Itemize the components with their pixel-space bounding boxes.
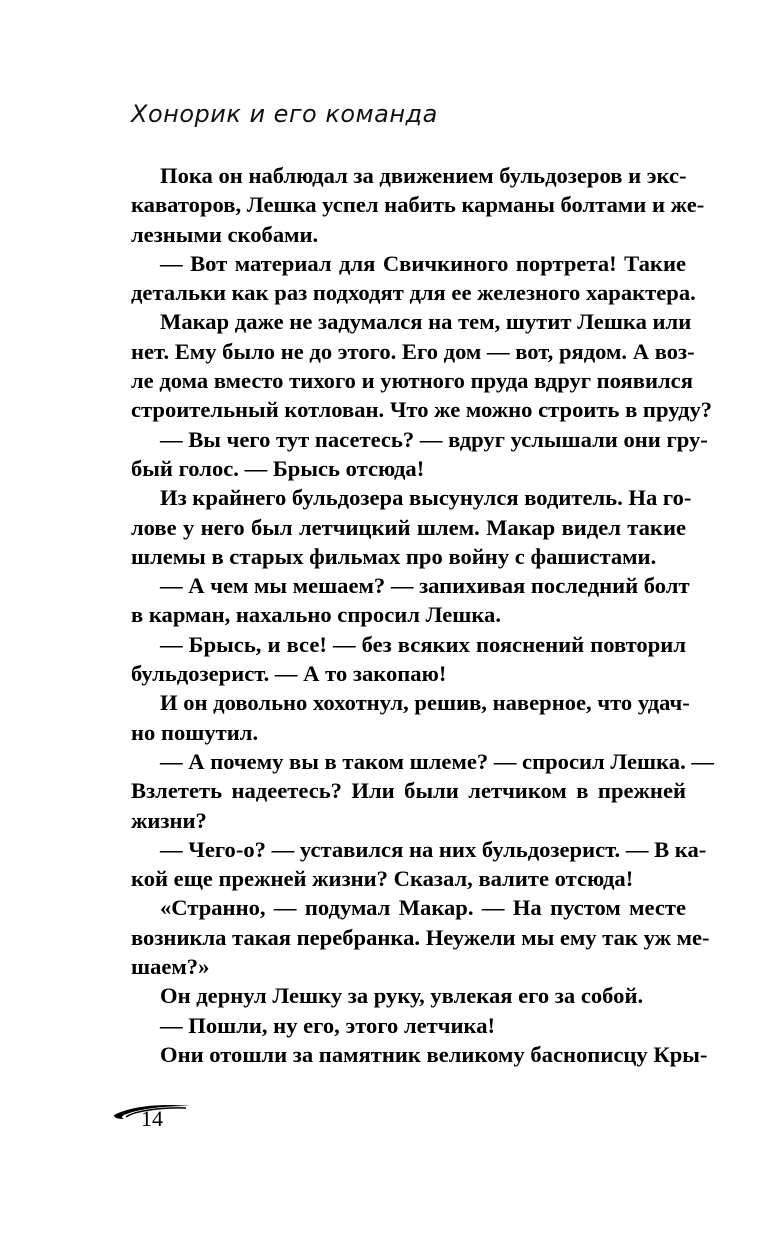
text-line: — Вы чего тут пасетесь? — вдруг услышали они гру-: [160, 426, 708, 452]
text-line: — А почему вы в таком шлеме? — спросил Лешка. —: [160, 748, 714, 774]
text-line: бульдозерист. — А то закопаю!: [131, 661, 447, 687]
text-line: И он довольно хохотнул, решив, наверное, что удач-: [160, 690, 690, 716]
body-text: [131, 161, 714, 1069]
text-line: но пошутил.: [131, 719, 259, 745]
text-line: «Странно, — подумал Макар. — На пустом месте: [160, 895, 686, 921]
folio: [112, 1097, 202, 1137]
text-line: — Вот материал для Свичкиного портрета! Такие: [160, 250, 686, 276]
text-line: — Чего-о? — уставился на них бульдозерист. — В ка-: [160, 836, 707, 862]
text-line: Он дернул Лешку за руку, увлекая его за собой.: [160, 983, 644, 1009]
text-line: Из крайнего бульдозера высунулся водитель. На го-: [160, 485, 692, 511]
text-line: — А чем мы мешаем? — запихивая последний болт: [160, 573, 690, 599]
running-head: Хонорик и его команда: [131, 100, 438, 128]
text-line: лове у него был летчицкий шлем. Макар видел такие: [131, 514, 686, 540]
text-line: каваторов, Лешка успел набить карманы болтами и же-: [131, 192, 705, 218]
text-line: жизни?: [131, 807, 207, 833]
text-line: нет. Ему было не до этого. Его дом — вот, рядом. А воз-: [131, 338, 695, 364]
text-line: шаем?»: [131, 954, 210, 980]
text-line: Макар даже не задумался на тем, шутит Лешка или: [160, 309, 692, 335]
text-line: Пока он наблюдал за движением бульдозеров и экс-: [160, 163, 687, 188]
text-line: — Брысь, и все! — без всяких пояснений повторил: [160, 631, 686, 657]
text-line: Они отошли за памятник великому баснописцу Кры-: [160, 1041, 708, 1067]
page-number: 14: [141, 1106, 163, 1131]
text-line: в карман, нахально спросил Лешка.: [131, 602, 501, 628]
text-line: шлемы в старых фильмах про войну с фашистами.: [131, 543, 657, 569]
text-line: Взлететь надеетесь? Или были летчиком в прежней: [131, 778, 686, 804]
text-line: детальки как раз подходят для ее железного характера.: [131, 280, 696, 306]
text-line: строительный котлован. Что же можно строить в пруду?: [131, 397, 713, 423]
text-line: кой еще прежней жизни? Сказал, валите отсюда!: [131, 866, 634, 892]
text-line: возникла такая перебранка. Неужели мы ему так уж ме-: [131, 924, 710, 950]
text-line: бый голос. — Брысь отсюда!: [131, 455, 425, 481]
text-line: лезными скобами.: [131, 221, 319, 247]
text-line: ле дома вместо тихого и уютного пруда вдруг появился: [131, 368, 693, 394]
text-line: — Пошли, ну его, этого летчика!: [160, 1012, 496, 1038]
